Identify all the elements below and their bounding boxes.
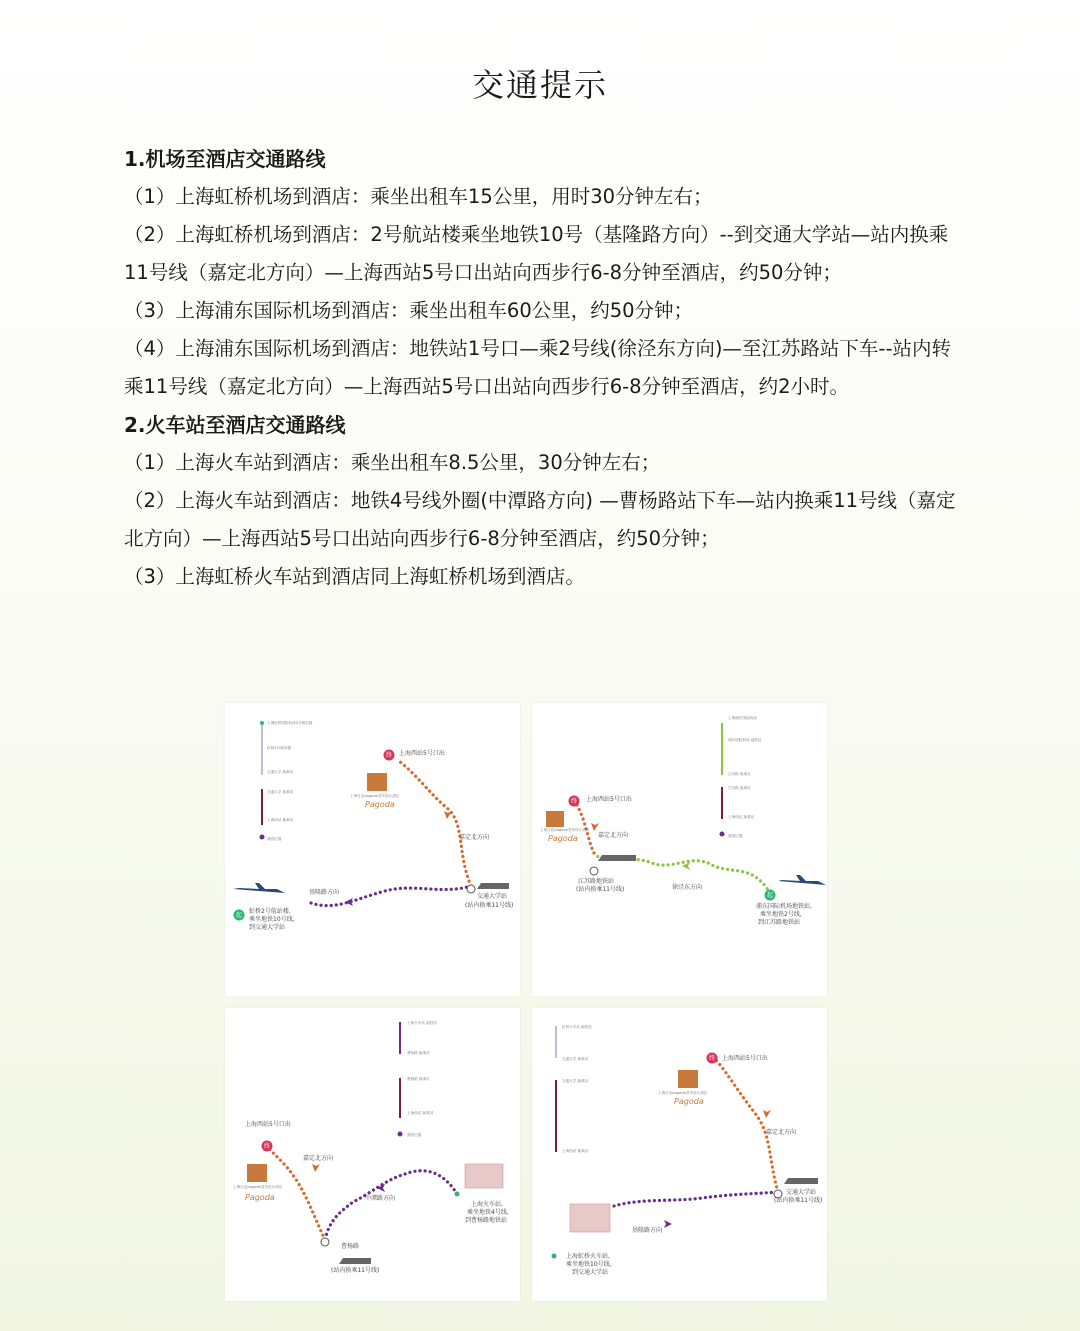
section1-heading: 1.机场至酒店交通路线 (124, 147, 326, 171)
map1-legend-0: 上海虹桥国际机场2号航站楼 (267, 721, 313, 725)
map1-hotel-label: 上海日佳pagoda君亭设计酒店 (350, 794, 400, 798)
section1-item-3: （3）上海浦东国际机场到酒店：乘坐出租车60公里，约50分钟； (124, 299, 694, 322)
map3-end-mark: 终 (263, 1143, 271, 1150)
map2-legend-3: 江苏路 换乘站 (728, 786, 751, 790)
content (124, 140, 964, 596)
map4-hotel-label: 上海日佳pagoda君亭设计酒店 (658, 1091, 708, 1095)
map1-transfer-icon (467, 885, 475, 893)
map1-arrow2-icon (444, 811, 452, 819)
map4-start-3: 到交通大学站 (572, 1269, 609, 1276)
section1-item-1: （1）上海虹桥机场到酒店：乘坐出租车15公里，用时30分钟左右； (124, 185, 713, 208)
map3-legend-3: 上海西站 换乘站 (407, 1111, 434, 1115)
map3-legend-1: 曹杨路 换乘站 (407, 1051, 430, 1055)
map3-legend-2: 曹杨路 换乘站 (407, 1077, 430, 1081)
map2-transfer: 江苏路地铁站 (578, 878, 615, 885)
map2-transfer-icon (590, 867, 598, 875)
map4-transfer-note: (站内换乘11号线) (774, 1197, 823, 1204)
map4-dir2: 基隆路方向 (632, 1227, 663, 1234)
map2-dir2: 徐泾东方向 (672, 884, 703, 891)
map2-start-mark: 起 (766, 892, 774, 899)
section1-item-2: （2）上海虹桥机场到酒店：2号航站楼乘坐地铁10号（基隆路方向）--到交通大学站—站内换乘11号线（嘉定北方向）—上海西站5号口出站向西步行6-8分钟至酒店，约50分钟； (124, 223, 949, 284)
map-hongqiao-airport (225, 703, 520, 996)
map2-plane-icon (778, 875, 826, 885)
map1-legend-2: 交通大学 换乘站 (267, 770, 294, 774)
map4-train-icon (784, 1178, 818, 1184)
map1-dir1: 嘉定北方向 (459, 834, 490, 841)
map4-dest: 上海西站5号口出 (722, 1055, 768, 1062)
map-shanghai-railway (225, 1008, 520, 1301)
map1-hotel-icon (367, 773, 387, 791)
map4-end-mark: 终 (708, 1055, 716, 1062)
map2-brand: Pagoda (548, 834, 578, 843)
map1-dest: 上海西站5号口出 (399, 750, 445, 757)
map2-start-2: 乘坐地铁2号线, (760, 911, 802, 918)
map4-route-orange (716, 1060, 778, 1192)
section2-item-1: （1）上海火车站到酒店：乘坐出租车8.5公里，30分钟左右； (124, 451, 661, 474)
map1-start-mark: 起 (235, 912, 243, 919)
map3-hotel-icon (247, 1164, 267, 1182)
map2-start-1: 浦东国际机场地铁站, (756, 903, 812, 910)
map3-dest: 上海西站5号口出 (245, 1121, 291, 1128)
map4-legend-3: 上海西站 换乘站 (562, 1149, 589, 1153)
map-hongqiao-railway-graphic (532, 1008, 827, 1301)
map-hongqiao-railway (532, 1008, 827, 1301)
map2-legend (720, 715, 762, 838)
map3-route-purple (325, 1171, 457, 1240)
map2-dest: 上海西站5号口出 (586, 796, 632, 803)
map1-start-1: 虹桥2号航站楼, (249, 908, 291, 915)
map2-legend-2: 江苏路 换乘站 (728, 772, 751, 776)
map4-route-purple (614, 1192, 778, 1206)
map-hongqiao-airport-graphic (225, 703, 520, 996)
map3-hotel-label: 上海日佳pagoda君亭设计酒店 (233, 1185, 283, 1189)
map2-arrow2-icon (591, 823, 599, 831)
map1-transfer: 交通大学站 (477, 893, 508, 900)
map3-start-2: 乘坐地铁4号线, (467, 1209, 509, 1216)
map3-legend-4: 我的位置 (407, 1133, 422, 1137)
map3-start-marker-icon (455, 1192, 460, 1197)
map3-transfer-icon (321, 1238, 329, 1246)
map4-start-marker-icon (552, 1254, 557, 1259)
map4-transfer: 交通大学站 (786, 1189, 817, 1196)
map3-dir2: 中潭路方向 (365, 1195, 396, 1202)
map1-dir2: 基隆路方向 (309, 889, 340, 896)
map2-train-icon (598, 855, 636, 861)
map3-brand: Pagoda (245, 1193, 275, 1202)
map4-legend-2: 交通大学 换乘站 (562, 1079, 589, 1083)
section2-item-3: （3）上海虹桥火车站到酒店同上海虹桥机场到酒店。 (124, 565, 585, 588)
map3-start-3: 到曹杨路地铁站 (465, 1217, 508, 1224)
map2-legend-1: 浦东国际机场 地铁站 (728, 738, 762, 742)
map1-train-icon (477, 883, 509, 889)
map1-start-3: 到交通大学站 (249, 924, 286, 931)
map4-brand: Pagoda (674, 1097, 704, 1106)
section1-item-4: （4）上海浦东国际机场到酒店：地铁站1号口—乘2号线(徐泾东方向)—至江苏路站下车--站内转乘11号线（嘉定北方向）—上海西站5号口出站向西步行6-8分钟至酒店，约2小时。 (124, 337, 952, 398)
map1-plane-icon (233, 883, 285, 893)
map1-legend-5: 我的位置 (267, 837, 282, 841)
route-maps (225, 703, 830, 1303)
map1-legend-1: 虹桥2号航站楼 (267, 746, 291, 750)
map1-transfer-note: (站内换乘11号线) (465, 902, 514, 909)
map3-station-icon (465, 1164, 503, 1188)
map3-legend (398, 1020, 438, 1137)
map2-transfer-note: (站内换乘11号线) (576, 886, 625, 893)
map1-start-2: 乘坐地铁10号线, (249, 916, 295, 923)
map2-hotel-label: 上海日佳pagoda君亭设计酒店 (540, 828, 590, 832)
map3-arrow2-icon (312, 1164, 320, 1172)
map-shanghai-railway-graphic (225, 1008, 520, 1301)
map3-dir1: 嘉定北方向 (303, 1155, 334, 1162)
map2-hotel-icon (546, 811, 564, 827)
map4-arrow2-icon (763, 1110, 771, 1118)
map3-start-1: 上海火车站, (471, 1201, 503, 1208)
section2-heading: 2.火车站至酒店交通路线 (124, 413, 346, 437)
map2-start-3: 到江苏路地铁站 (758, 919, 801, 926)
map4-legend-1: 交通大学 换乘站 (562, 1057, 589, 1061)
map2-legend-0: 上海浦东国际机场 (728, 716, 757, 720)
map2-legend-5: 我的位置 (728, 834, 743, 838)
page-title: 交通提示 (471, 66, 608, 104)
map4-start-2: 乘坐地铁10号线, (566, 1261, 612, 1268)
map2-end-mark: 终 (570, 798, 578, 805)
map4-hotel-icon (678, 1070, 698, 1088)
map4-dir1: 嘉定北方向 (766, 1129, 797, 1136)
map1-brand: Pagoda (365, 800, 395, 809)
map4-start-1: 上海虹桥火车站, (566, 1253, 610, 1260)
map1-route-orange (399, 761, 471, 886)
map-pudong-airport-graphic (532, 703, 827, 996)
map1-legend-4: 上海西站 换乘站 (267, 818, 294, 822)
map2-legend-4: 上海西站 换乘站 (728, 815, 755, 819)
map-pudong-airport (532, 703, 827, 996)
map4-station-icon (570, 1204, 610, 1232)
map4-legend-0: 虹桥火车站 地铁站 (562, 1025, 592, 1029)
map4-legend (556, 1024, 592, 1153)
map4-arrow-icon (664, 1220, 672, 1228)
map1-legend (260, 720, 313, 841)
section2-item-2: （2）上海火车站到酒店：地铁4号线外圈(中潭路方向) —曹杨路站下车—站内换乘11号线（嘉定北方向）—上海西站5号口出站向西步行6-8分钟至酒店，约50分钟； (124, 489, 956, 550)
map3-transfer: 曹杨路 (341, 1243, 360, 1250)
map1-legend-3: 交通大学 换乘站 (267, 790, 294, 794)
map3-transfer-note: (站内换乘11号线) (331, 1267, 380, 1274)
map1-end-mark: 终 (385, 752, 393, 759)
map3-train-icon (339, 1258, 371, 1264)
map2-dir1: 嘉定北方向 (598, 832, 629, 839)
map3-legend-0: 上海火车站 地铁站 (407, 1021, 437, 1025)
